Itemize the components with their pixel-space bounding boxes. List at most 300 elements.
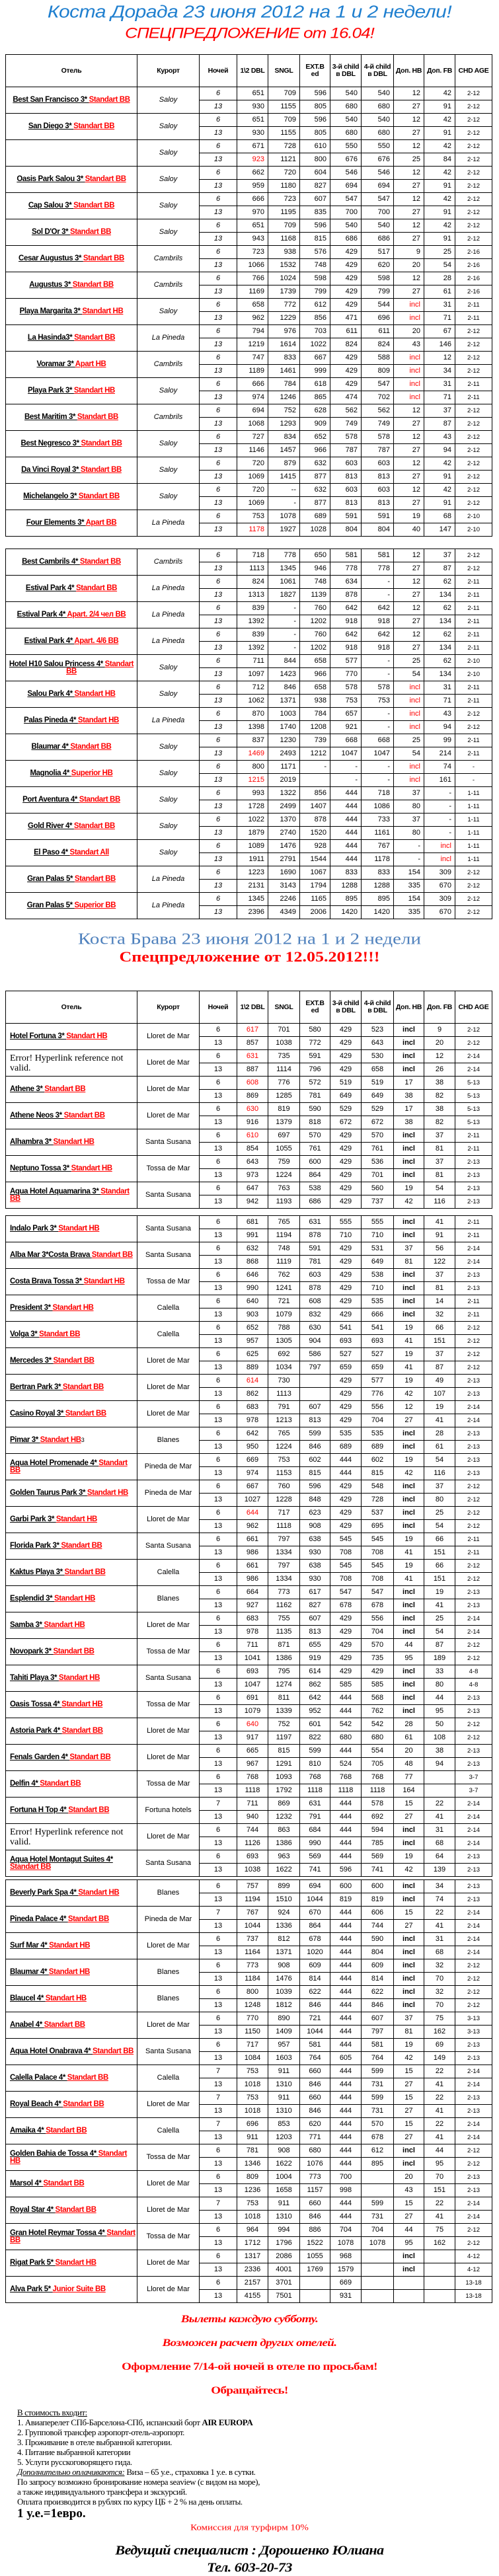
hotel-link[interactable]: Estival Park 4*: [24, 637, 75, 645]
extra-fb-cell: 28: [424, 272, 455, 285]
sngl-cell: 797: [268, 1560, 300, 1573]
hotel-name-cell[interactable]: [6, 272, 137, 299]
hotel-name-cell[interactable]: [6, 549, 137, 576]
room-category-link[interactable]: Standart HB: [71, 1164, 112, 1172]
hotel-name-cell[interactable]: [6, 734, 137, 761]
hotel-name-cell[interactable]: [6, 761, 137, 787]
nights-cell: 6: [200, 893, 237, 906]
hotel-name-cell[interactable]: [6, 167, 137, 193]
room-category-link[interactable]: Standart BB: [53, 1648, 95, 1655]
room-category-link[interactable]: Standart HB: [58, 1674, 100, 1682]
hotel-name-cell[interactable]: [6, 1880, 137, 1907]
hotel-link[interactable]: Gold River 4*: [28, 822, 74, 830]
resort-cell: Saloy: [137, 378, 200, 404]
room-category-link[interactable]: Standart BB: [10, 1187, 130, 1203]
room-category-link[interactable]: Standart HB: [66, 1032, 108, 1040]
hotel-name-cell[interactable]: [6, 1156, 137, 1182]
hotel-link[interactable]: Fortuna H Top 4*: [10, 1806, 69, 1814]
room-category-link[interactable]: Standart BB: [43, 2179, 85, 2187]
sngl-cell: 846: [268, 681, 300, 695]
hotel-name-cell[interactable]: [6, 840, 137, 866]
hotel-name-cell[interactable]: [6, 1322, 137, 1348]
hotel-name-cell[interactable]: [6, 1612, 137, 1639]
hotel-link-error[interactable]: Error! Hyperlink reference not valid.: [10, 1827, 124, 1847]
room-category-link[interactable]: Standart BB: [63, 1112, 105, 1119]
hotel-link[interactable]: Michelangelo 3*: [23, 492, 79, 500]
hotel-link[interactable]: Four Elements 3*: [26, 519, 86, 527]
room-category-link[interactable]: Standart BB: [76, 584, 118, 592]
room-category-link[interactable]: Standart HB: [74, 690, 116, 698]
ext-bed-cell: 632: [300, 484, 330, 497]
room-category-link[interactable]: Standart HB: [82, 307, 124, 315]
room-category-link[interactable]: Standart BB: [44, 2021, 85, 2029]
room-category-link[interactable]: Standart HB: [10, 2149, 128, 2165]
room-category-link[interactable]: Standart BB: [55, 2206, 96, 2214]
hotel-name-cell[interactable]: [6, 1454, 137, 1480]
hotel-name-cell[interactable]: [6, 1480, 137, 1507]
hotel-link[interactable]: Blaumar 4*: [10, 1968, 49, 1976]
hotel-name-cell[interactable]: [6, 193, 137, 219]
extra-hb-cell: 41: [394, 1573, 424, 1586]
dbl-half-cell: 608: [237, 1077, 268, 1090]
hotel-name-cell[interactable]: [6, 576, 137, 602]
hotel-name-cell[interactable]: [6, 1850, 137, 1877]
hotel-link[interactable]: Aqua Hotel Aquamarina 3*: [10, 1187, 101, 1195]
nights-cell: 13: [200, 827, 237, 840]
room-category-link[interactable]: Standart HB: [45, 1994, 87, 2002]
room-category-link[interactable]: Standart HB: [87, 1489, 128, 1497]
hotel-link[interactable]: Fenals Garden 4*: [10, 1753, 70, 1761]
room-category-link[interactable]: Standart BB: [62, 1383, 104, 1391]
hotel-name-cell[interactable]: [6, 1050, 137, 1077]
ext-bed-cell: 832: [300, 1308, 330, 1322]
hotel-name-cell[interactable]: [6, 2118, 137, 2144]
hotel-name-cell[interactable]: [6, 1295, 137, 1322]
hotel-link-error[interactable]: Error! Hyperlink reference not valid.: [10, 1053, 124, 1073]
hotel-name-cell[interactable]: [6, 404, 137, 431]
currency-rate: 1 у.е.=1евро.: [17, 2507, 86, 2520]
hotel-link[interactable]: Royal Star 4*: [10, 2206, 56, 2214]
room-category-link[interactable]: Standart All: [69, 849, 109, 856]
sngl-cell: 1246: [268, 391, 300, 404]
room-category-link[interactable]: Standart HB: [53, 1138, 95, 1146]
room-category-link[interactable]: Apart HB: [75, 360, 106, 368]
chd-age-cell: 2-13: [455, 1864, 492, 1877]
room-category-link[interactable]: Standart BB: [65, 1410, 106, 1418]
hotel-link[interactable]: President 3*: [10, 1304, 53, 1312]
hotel-name-cell[interactable]: [6, 1586, 137, 1612]
hotel-link[interactable]: Garbi Park 3*: [10, 1515, 56, 1523]
room-category-link[interactable]: Standart BB: [70, 743, 112, 751]
dbl-half-cell: 4155: [237, 2290, 268, 2303]
ext-bed-cell: 1794: [300, 880, 330, 893]
extra-hb-cell: incl: [394, 1626, 424, 1639]
hotel-link[interactable]: Tahiti Playa 3*: [10, 1674, 59, 1682]
hotel-link[interactable]: Volga 3*: [10, 1330, 40, 1338]
extra-hb-cell: incl: [394, 1959, 424, 1973]
hotel-name-cell[interactable]: [6, 814, 137, 840]
chd-age-cell: 2-12: [455, 167, 492, 180]
hotel-link[interactable]: Florida Park 3*: [10, 1542, 61, 1550]
room-category-link[interactable]: Standart HB: [52, 1304, 94, 1312]
hotel-link[interactable]: Aqua Hotel Montagut Suites 4*: [10, 1855, 113, 1864]
hotel-name-cell[interactable]: [6, 352, 137, 378]
hotel-link[interactable]: Alva Park 5*: [10, 2285, 53, 2293]
room-category-link[interactable]: Standart HB: [40, 1436, 81, 1444]
room-category-link[interactable]: Standart HB: [48, 1968, 90, 1976]
hotel-name-cell[interactable]: [6, 1959, 137, 1986]
hotel-name-cell[interactable]: [6, 457, 137, 484]
extra-fb-cell: 41: [424, 1920, 455, 1933]
hotel-link[interactable]: Hotel H10 Salou Princess 4*: [9, 660, 105, 668]
room-category-link[interactable]: Standart BB: [80, 466, 122, 474]
room-category-link[interactable]: Apart BB: [85, 519, 117, 527]
resort-cell: Lloret de Mar: [137, 2012, 200, 2039]
resort-cell: Saloy: [137, 681, 200, 708]
room-category-link[interactable]: Standart BB: [61, 1727, 103, 1735]
chd-age-cell: 2-12: [455, 1361, 492, 1375]
extra-hb-cell: 25: [394, 153, 424, 167]
hotel-link[interactable]: Golden Taurus Park 3*: [10, 1489, 87, 1497]
child3-cell: 429: [330, 285, 362, 299]
ext-bed-cell: 878: [300, 814, 330, 827]
room-category-link[interactable]: Standart BB: [73, 122, 115, 130]
hotel-name-cell[interactable]: [6, 1129, 137, 1156]
child3-cell: 429: [330, 1037, 362, 1050]
hotel-link[interactable]: Golden Bahia de Tossa 4*: [10, 2149, 98, 2158]
column-header: 4-й child в DBL: [362, 55, 394, 87]
hotel-name-cell[interactable]: [6, 1798, 137, 1824]
hotel-name-cell[interactable]: [6, 708, 137, 734]
hotel-link[interactable]: Best Cambrils 4*: [22, 558, 80, 566]
hotel-link[interactable]: Magnolia 4*: [30, 769, 71, 777]
room-category-link[interactable]: Superior BB: [74, 901, 116, 909]
hotel-link[interactable]: Cesar Augustus 3*: [19, 254, 83, 262]
extra-fb-cell: 151: [424, 1335, 455, 1348]
hotel-name-cell[interactable]: [6, 655, 137, 681]
hotel-link[interactable]: Salou Park 4*: [27, 690, 75, 698]
room-category-link[interactable]: Standart BB: [74, 334, 116, 342]
hotel-name-cell[interactable]: [6, 1507, 137, 1533]
hotel-link[interactable]: Astoria Park 4*: [10, 1727, 62, 1735]
child3-cell: 429: [330, 1401, 362, 1414]
hotel-name-cell[interactable]: [6, 1216, 137, 1242]
hotel-name-cell[interactable]: [6, 1745, 137, 1771]
room-category-link[interactable]: Standart HB: [54, 1595, 96, 1603]
extra-hb-cell: 12: [394, 1401, 424, 1414]
hotel-link[interactable]: Best Maritim 3*: [24, 413, 77, 421]
room-category-link[interactable]: Standart BB: [83, 254, 124, 262]
child4-cell: 762: [362, 1705, 394, 1718]
hotel-link[interactable]: Amaika 4*: [10, 2127, 46, 2135]
hotel-link[interactable]: Athene 3*: [10, 1085, 45, 1093]
hotel-name-cell[interactable]: [6, 1692, 137, 1718]
hotel-name-cell[interactable]: [6, 299, 137, 325]
room-category-link[interactable]: Standart HB: [49, 1942, 91, 1950]
extra-hb-cell: 15: [394, 2065, 424, 2078]
room-category-link[interactable]: Standart HB: [77, 716, 119, 724]
child3-cell: 547: [330, 193, 362, 206]
room-category-link[interactable]: Standart HB: [56, 1515, 97, 1523]
hotel-name-cell[interactable]: [6, 2224, 137, 2250]
sngl-cell: 994: [268, 2224, 300, 2237]
includes-item: 2. Групповой трансфер аэропорт-отель-аэропорт.: [17, 2427, 184, 2437]
hotel-name-cell[interactable]: [6, 140, 137, 167]
dbl-half-cell: 1047: [237, 1679, 268, 1692]
hotel-link[interactable]: Playa Park 3*: [28, 387, 74, 395]
hotel-link[interactable]: Hotel Fortuna 3*: [10, 1032, 67, 1040]
hotel-link[interactable]: San Diego 3*: [28, 122, 74, 130]
room-category-link[interactable]: Standart BB: [44, 1085, 86, 1093]
extra-fb-cell: 25: [424, 1507, 455, 1520]
room-category-link[interactable]: Standart BB: [78, 492, 120, 500]
hotel-name-cell[interactable]: [6, 484, 137, 510]
nights-cell: 7: [200, 1798, 237, 1811]
room-category-link[interactable]: Standart BB: [10, 2228, 135, 2244]
ext-bed-cell: 797: [300, 1361, 330, 1375]
hotel-name-cell[interactable]: [6, 1024, 137, 1050]
hotel-link[interactable]: Kaktus Playa 3*: [10, 1568, 65, 1576]
room-category-link[interactable]: Standart HB: [73, 387, 115, 395]
ext-bed-cell: 596: [300, 219, 330, 233]
room-category-link[interactable]: Standart BB: [73, 822, 115, 830]
hotel-name-cell[interactable]: [6, 787, 137, 814]
hotel-link[interactable]: Pimar 3*: [10, 1436, 40, 1444]
extra-hb-cell: incl: [394, 1427, 424, 1441]
room-category-link[interactable]: Standart BB: [39, 1330, 81, 1338]
extra-fb-cell: 95: [424, 1705, 455, 1718]
hotel-name-cell[interactable]: [6, 2250, 137, 2277]
child4-cell: 710: [362, 1282, 394, 1295]
hotel-link[interactable]: Bertran Park 3*: [10, 1383, 63, 1391]
dbl-half-cell: 614: [237, 1375, 268, 1388]
hotel-link[interactable]: Aqua Hotel Promenade 4*: [10, 1458, 99, 1467]
hotel-name-cell[interactable]: [6, 1907, 137, 1933]
hotel-link[interactable]: Port Aventura 4*: [22, 796, 79, 804]
hotel-link[interactable]: Gran Palas 5*: [27, 875, 75, 883]
hotel-link[interactable]: La Hasinda3*: [27, 334, 75, 342]
hotel-name-cell[interactable]: [6, 1824, 137, 1850]
hotel-name-cell[interactable]: [6, 2171, 137, 2197]
hotel-link[interactable]: Costa Brava Tossa 3*: [10, 1277, 84, 1285]
hotel-name-cell[interactable]: [6, 219, 137, 246]
hotel-link[interactable]: Gran Hotel Reymar Tossa 4*: [10, 2228, 107, 2237]
hotel-link[interactable]: Voramar 3*: [36, 360, 75, 368]
chd-age-cell: 2-11: [455, 642, 492, 655]
hotel-name-cell[interactable]: [6, 114, 137, 140]
room-category-link[interactable]: Standart BB: [89, 96, 130, 104]
chd-age-cell: 2-11: [455, 589, 492, 602]
room-category-link[interactable]: Standart BB: [40, 1780, 81, 1788]
hotel-name-cell[interactable]: [6, 2012, 137, 2039]
room-category-link[interactable]: Standart BB: [81, 439, 122, 447]
room-category-link[interactable]: Standart BB: [10, 1862, 52, 1871]
extra-hb-cell: 27: [394, 615, 424, 628]
hotel-link[interactable]: Indalo Park 3*: [10, 1225, 59, 1232]
hotel-link[interactable]: Rigat Park 5*: [10, 2259, 56, 2267]
hotel-name-cell[interactable]: [6, 1718, 137, 1745]
hotel-link[interactable]: Gran Palas 5*: [26, 901, 75, 909]
dbl-half-cell: 652: [237, 1322, 268, 1335]
hotel-name-cell[interactable]: [6, 1375, 137, 1401]
hotel-link[interactable]: Da Vinci Royal 3*: [21, 466, 81, 474]
hotel-name-cell[interactable]: [6, 1665, 137, 1692]
room-category-link[interactable]: Standart BB: [64, 1568, 106, 1576]
hotel-link[interactable]: Pineda Palace 4*: [10, 1915, 68, 1923]
hotel-link[interactable]: Blaucel 4*: [10, 1994, 46, 2002]
room-category-link[interactable]: Standart BB: [67, 2074, 108, 2082]
hotel-name-cell[interactable]: [6, 2065, 137, 2092]
extras-text: Виза – 65 у.е., страховка 1 у.е. в сутки.: [124, 2467, 256, 2477]
hotel-name-cell[interactable]: [6, 1077, 137, 1103]
hotel-link[interactable]: Cap Salou 3*: [28, 202, 74, 209]
dbl-half-cell: 717: [237, 2039, 268, 2052]
hotel-link[interactable]: Blaumar 4*: [31, 743, 71, 751]
hotel-link[interactable]: Playa Margarita 3*: [19, 307, 83, 315]
extra-hb-cell: incl: [394, 1050, 424, 1063]
room-category-link[interactable]: Standart BB: [68, 1806, 110, 1814]
room-category-link[interactable]: Standart BB: [53, 1357, 95, 1365]
hotel-link[interactable]: Estival Park 4*: [17, 611, 67, 619]
hotel-name-cell[interactable]: [6, 431, 137, 457]
room-category-link[interactable]: Standart HB: [83, 1277, 125, 1285]
hotel-link[interactable]: Augustus 3*: [29, 281, 73, 289]
hotel-link[interactable]: Aqua Hotel Onabrava 4*: [10, 2047, 93, 2055]
room-category-link[interactable]: Superior HB: [71, 769, 113, 777]
extra-hb-cell: incl: [394, 1946, 424, 1959]
room-category-link[interactable]: Standart BB: [72, 281, 114, 289]
ext-bed-cell: 598: [300, 272, 330, 285]
table-row: [6, 1156, 492, 1169]
room-category-link[interactable]: Standart BB: [66, 660, 134, 675]
hotel-name-cell[interactable]: [6, 1103, 137, 1129]
hotel-name-cell[interactable]: [6, 1560, 137, 1586]
extra-hb-cell: 95: [394, 2237, 424, 2250]
dbl-half-cell: 959: [237, 180, 268, 193]
hotel-link[interactable]: Best Negresco 3*: [20, 439, 81, 447]
hotel-link[interactable]: Alhambra 3*: [10, 1138, 54, 1146]
room-category-link[interactable]: Standart BB: [69, 1753, 111, 1761]
extra-hb-cell: 154: [394, 866, 424, 880]
hotel-link[interactable]: El Paso 4*: [34, 849, 70, 856]
hotel-name-cell[interactable]: [6, 2039, 137, 2065]
room-category-link[interactable]: Standart BB: [77, 413, 118, 421]
room-category-link[interactable]: Standart HB: [61, 1700, 103, 1708]
hotel-name-cell[interactable]: [6, 2197, 137, 2224]
room-category-link[interactable]: Standart BB: [10, 1458, 128, 1474]
room-category-link[interactable]: Standart BB: [46, 2127, 87, 2135]
hotel-link[interactable]: Esplendid 3*: [10, 1595, 55, 1603]
hotel-name-cell[interactable]: [6, 1986, 137, 2012]
room-category-link[interactable]: Standart BB: [91, 1251, 133, 1259]
hotel-name-cell[interactable]: [6, 1401, 137, 1427]
room-category-link[interactable]: Standart BB: [93, 2047, 134, 2055]
hotel-name-cell[interactable]: [6, 602, 137, 628]
extra-hb-cell: 41: [394, 1546, 424, 1560]
room-category-link[interactable]: Standart HB: [58, 1225, 100, 1232]
hotel-link[interactable]: Delfin 4*: [10, 1780, 40, 1788]
hotel-link[interactable]: Samba 3*: [10, 1621, 44, 1629]
extra-hb-cell: 19: [394, 1348, 424, 1361]
room-category-link[interactable]: Standart BB: [74, 875, 116, 883]
room-category-link[interactable]: Standart BB: [61, 1542, 102, 1550]
hotel-name-cell[interactable]: [6, 510, 137, 537]
nights-cell: 6: [200, 866, 237, 880]
hotel-name-cell[interactable]: [6, 893, 137, 919]
child3-cell: 768: [330, 1771, 362, 1784]
hotel-name-cell[interactable]: [6, 1427, 137, 1454]
hotel-link[interactable]: Sol D'Or 3*: [31, 228, 70, 236]
child3-cell: 429: [330, 1256, 362, 1269]
hotel-link[interactable]: Royal Beach 4*: [10, 2100, 63, 2108]
column-header: Доп. HB: [394, 55, 424, 87]
hotel-link[interactable]: Alba Mar 3*Costa Brava: [10, 1251, 92, 1259]
room-category-link[interactable]: Standart BB: [67, 1915, 109, 1923]
room-category-link[interactable]: Standart BB: [69, 228, 112, 236]
room-category-link[interactable]: Standart BB: [73, 202, 115, 209]
room-category-link[interactable]: Standart HB: [55, 2259, 96, 2267]
hotel-name-cell[interactable]: [6, 325, 137, 352]
extra-hb-cell: incl: [394, 1507, 424, 1520]
hotel-name-cell[interactable]: [6, 866, 137, 893]
hotel-name-cell[interactable]: [6, 378, 137, 404]
hotel-name-cell[interactable]: [6, 246, 137, 272]
hotel-link[interactable]: Oasis Tossa 4*: [10, 1700, 62, 1708]
hotel-name-cell[interactable]: [6, 681, 137, 708]
hotel-name-cell[interactable]: [6, 628, 137, 655]
hotel-name-cell[interactable]: [6, 2092, 137, 2118]
room-category-link[interactable]: Standart BB: [79, 558, 121, 566]
child3-cell: 429: [330, 1195, 362, 1209]
hotel-link[interactable]: Best San Francisco 3*: [13, 96, 89, 104]
room-category-link[interactable]: Apart. 4/6 BB: [74, 637, 119, 645]
hotel-name-cell[interactable]: [6, 1533, 137, 1560]
chd-age-cell: 2-12: [455, 1494, 492, 1507]
hotel-link[interactable]: Mercedes 3*: [10, 1357, 54, 1365]
room-category-link[interactable]: Standart HB: [44, 1621, 85, 1629]
room-category-link[interactable]: Apart. 2/4 чел BB: [67, 611, 126, 619]
hotel-link[interactable]: Calella Palace 4*: [10, 2074, 67, 2082]
hotel-link[interactable]: Oasis Park Salou 3*: [17, 175, 85, 183]
hotel-link[interactable]: Beverly Park Spa 4*: [10, 1889, 79, 1897]
hotel-name-cell[interactable]: [6, 87, 137, 114]
room-category-link[interactable]: Standart BB: [63, 2100, 104, 2108]
hotel-link[interactable]: Estival Park 4*: [25, 584, 76, 592]
room-category-link[interactable]: Standart BB: [79, 796, 120, 804]
room-category-link[interactable]: Standart HB: [78, 1889, 120, 1897]
hotel-link[interactable]: Marsol 4*: [10, 2179, 44, 2187]
hotel-link[interactable]: Novopark 3*: [10, 1648, 54, 1655]
hotel-name-cell[interactable]: [6, 1771, 137, 1798]
hotel-link[interactable]: Surf Mar 4*: [10, 1942, 50, 1950]
hotel-name-cell[interactable]: [6, 1182, 137, 1209]
room-category-link[interactable]: Standart BB: [85, 175, 126, 183]
hotel-name-cell[interactable]: [6, 1639, 137, 1665]
hotel-name-cell[interactable]: [6, 1242, 137, 1269]
hotel-name-cell[interactable]: [6, 1933, 137, 1959]
hotel-link[interactable]: Palas Pineda 4*: [24, 716, 78, 724]
hotel-link[interactable]: Casino Royal 3*: [10, 1410, 65, 1418]
ext-bed-cell: 586: [300, 1348, 330, 1361]
hotel-name-cell[interactable]: [6, 1348, 137, 1375]
room-category-link[interactable]: Junior Suite BB: [52, 2285, 106, 2293]
hotel-name-cell[interactable]: [6, 2144, 137, 2171]
hotel-name-cell[interactable]: [6, 1269, 137, 1295]
hotel-link[interactable]: Athene Neos 3*: [10, 1112, 64, 1119]
hotel-link[interactable]: Anabel 4*: [10, 2021, 44, 2029]
hotel-name-cell[interactable]: [6, 2277, 137, 2303]
hotel-link[interactable]: Neptuno Tossa 3*: [10, 1164, 71, 1172]
